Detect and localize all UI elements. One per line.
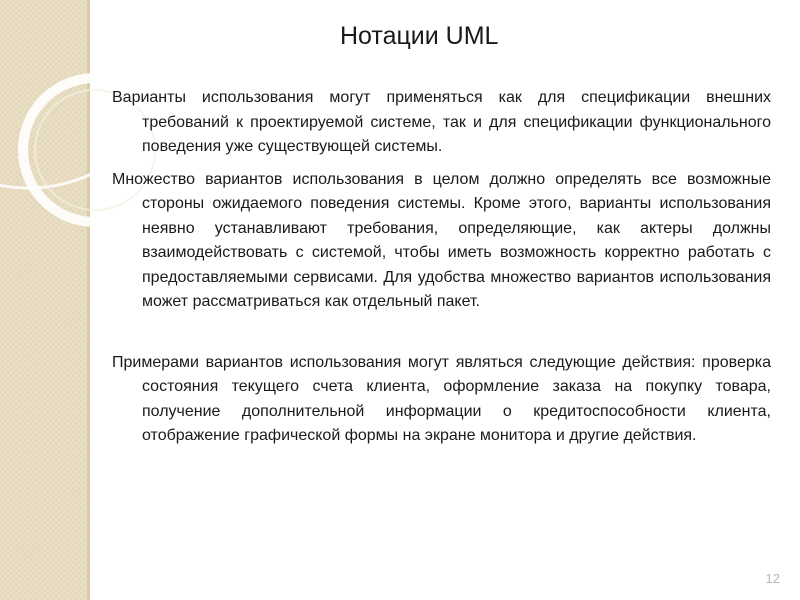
decorative-band — [0, 0, 87, 600]
paragraph-use-cases-set: Множество вариантов использования в целом должно определять все возможные стороны ожидаемого поведения системы. Кроме этого, варианты использования неявно устанавливают требования, определяющие, как актеры должны взаимодействовать с системой, чтобы иметь возможность корректно работать с предоставляемыми сервисами. Для удобства множество вариантов использования может рассматриваться как отдельный пакет. — [112, 170, 771, 310]
band-edge — [87, 0, 90, 600]
slide-title: Нотации UML — [340, 22, 499, 50]
slide-content — [112, 86, 771, 449]
paragraph-use-cases-examples: Примерами вариантов использования могут являться следующие действия: проверка состояния текущего счета клиента, оформление заказа на покупку товара, получение дополнительной информации о кредитоспособности клиента, отображение графической формы на экране монитора и другие действия. — [112, 353, 771, 444]
page-number: 12 — [765, 571, 780, 586]
paragraph-use-cases-application: Варианты использования могут применяться как для спецификации внешних требований к проектируемой системе, так и для спецификации функционального поведения уже существующей системы. — [112, 89, 771, 155]
